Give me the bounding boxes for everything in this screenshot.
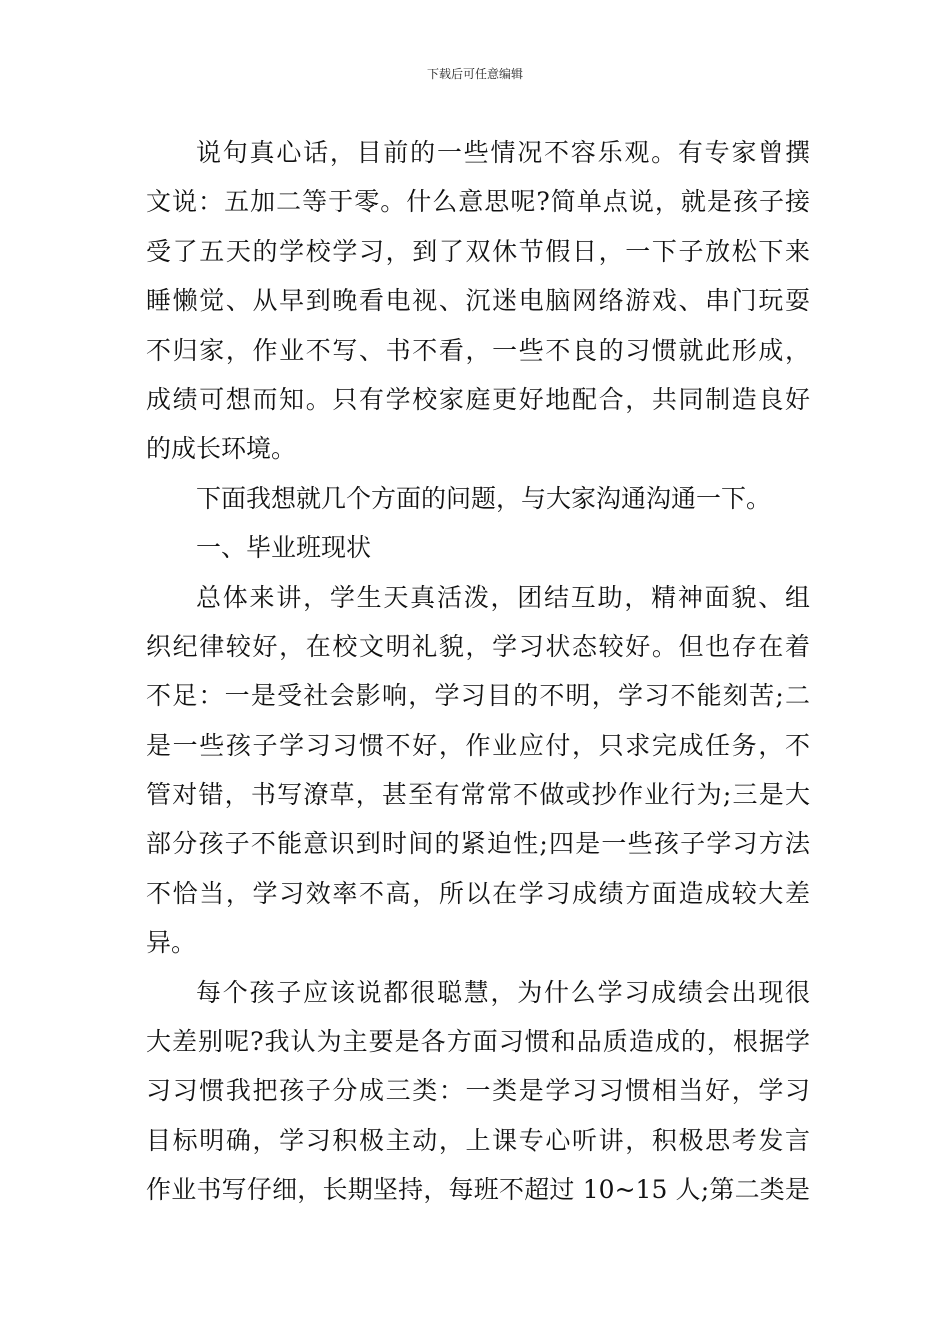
text-line: 下面我想就几个方面的问题，与大家沟通沟通一下。 — [196, 483, 772, 513]
text-line: 管对错，书写潦草，甚至有常常不做或抄作业行为;三是大 — [146, 780, 810, 810]
text-line: 不足：一是受社会影响，学习目的不明，学习不能刻苦;二 — [146, 681, 810, 711]
text-line: 说句真心话，目前的一些情况不容乐观。有专家曾撰 — [196, 138, 810, 167]
document-body — [146, 128, 810, 1215]
text-line: 目标明确，学习积极主动，上课专心听讲，积极思考发言 — [146, 1125, 810, 1155]
text-line: 一、毕业班现状 — [196, 533, 372, 563]
text-line: 作业书写仔细，长期坚持，每班不超过 10~15 人;第二类是 — [146, 1175, 810, 1205]
page-header: 下载后可任意编辑 — [426, 67, 523, 81]
text-line: 不恰当，学习效率不高，所以在学习成绩方面造成较大差 — [146, 878, 810, 908]
text-line: 睡懒觉、从早到晚看电视、沉迷电脑网络游戏、串门玩耍 — [146, 286, 810, 316]
text-line: 的成长环境。 — [146, 434, 297, 464]
text-line: 不归家，作业不写、书不看，一些不良的习惯就此形成， — [146, 335, 810, 365]
text-line: 总体来讲，学生天真活泼，团结互助，精神面貌、组 — [196, 582, 810, 612]
text-line: 是一些孩子学习习惯不好，作业应付，只求完成任务，不 — [146, 730, 810, 760]
text-line: 受了五天的学校学习，到了双休节假日，一下子放松下来 — [146, 236, 810, 266]
text-line: 织纪律较好，在校文明礼貌，学习状态较好。但也存在着 — [146, 631, 810, 661]
text-line: 习习惯我把孩子分成三类：一类是学习习惯相当好，学习 — [146, 1076, 810, 1106]
text-line: 大差别呢?我认为主要是各方面习惯和品质造成的，根据学 — [146, 1027, 810, 1057]
text-line: 异。 — [146, 928, 197, 958]
text-line: 文说：五加二等于零。什么意思呢?简单点说，就是孩子接 — [146, 187, 810, 217]
text-line: 部分孩子不能意识到时间的紧迫性;四是一些孩子学习方法 — [146, 829, 810, 859]
text-line: 每个孩子应该说都很聪慧，为什么学习成绩会出现很 — [196, 977, 810, 1007]
text-line: 成绩可想而知。只有学校家庭更好地配合，共同制造良好 — [146, 384, 810, 414]
